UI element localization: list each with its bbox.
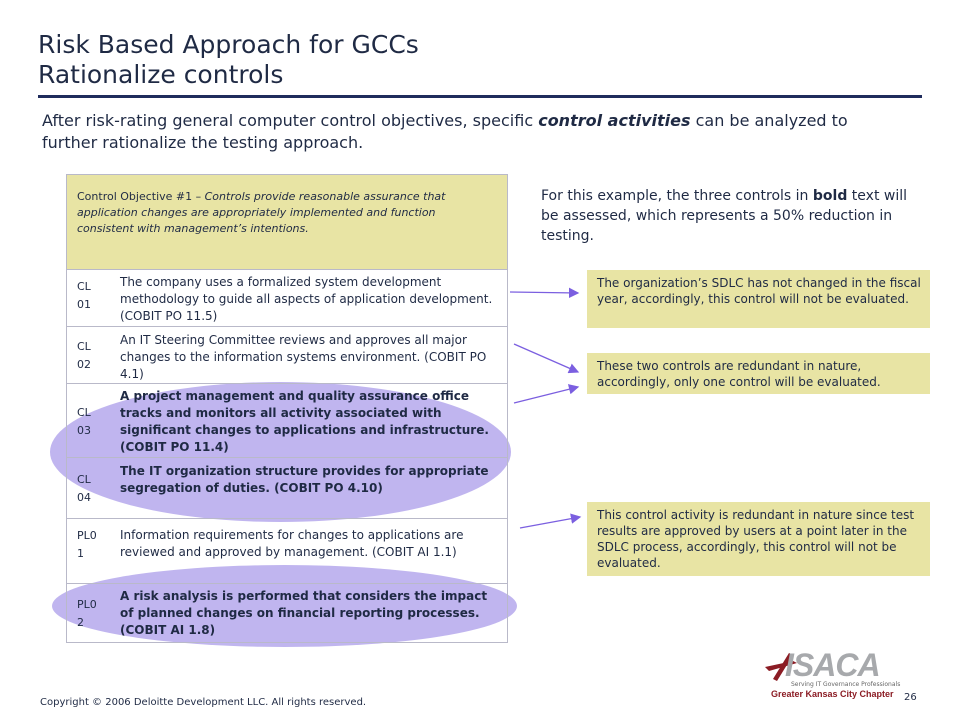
example-text-before: For this example, the three controls in: [541, 188, 813, 204]
example-bold-word: bold: [812, 188, 848, 204]
table-row: [67, 584, 507, 642]
note-sdlc-unchanged: The organization’s SDLC has not changed in the fiscal year, accordingly, this control will not be evaluated.: [587, 270, 930, 328]
intro-paragraph: [42, 110, 902, 154]
intro-text-before: After risk-rating general computer control objectives, specific: [42, 111, 539, 130]
control-description: Information requirements for changes to applications are reviewed and approved by management. (COBIT AI 1.1): [120, 528, 464, 559]
table-row: [67, 327, 507, 384]
table-row: [67, 384, 507, 458]
arrow-cl01-to-note1: [510, 292, 578, 293]
slide-title: [38, 30, 419, 90]
control-code: CL 01: [77, 280, 91, 311]
slide-title-line1: Risk Based Approach for GCCs: [38, 30, 419, 59]
intro-text-after: can be analyzed to further rationalize the testing approach.: [42, 111, 848, 152]
note-redundant-activity: This control activity is redundant in nature since test results are approved by users at a point later in the SDLC process, accordingly, this control will not be evaluated.: [587, 502, 930, 576]
control-description: A risk analysis is performed that considers the impact of planned changes on financial reporting processes. (COBIT AI 1.8): [120, 589, 488, 637]
isaca-wordmark: ISACA: [785, 647, 880, 683]
control-table: [66, 174, 508, 643]
control-code: CL 03: [77, 406, 91, 437]
control-objective-label: Control Objective #1 –: [77, 190, 205, 203]
control-code: PL0 2: [77, 598, 97, 629]
title-divider: [38, 95, 922, 98]
isaca-logo: [763, 647, 903, 707]
note-redundant-controls: These two controls are redundant in nature, accordingly, only one control will be evaluated.: [587, 353, 930, 394]
arrow-pl01-to-note3: [520, 517, 580, 528]
table-row: [67, 458, 507, 519]
page-number: 26: [904, 692, 917, 703]
example-text-after: text will be assessed, which represents a 50% reduction in testing.: [541, 188, 908, 244]
table-row: [67, 519, 507, 584]
control-description: The IT organization structure provides for appropriate segregation of duties. (COBIT PO 4.10): [120, 464, 489, 495]
control-description: The company uses a formalized system development methodology to guide all aspects of application development. (COBIT PO 11.5): [120, 275, 493, 323]
copyright-text: Copyright © 2006 Deloitte Development LLC. All rights reserved.: [40, 697, 367, 708]
isaca-chapter-name: Greater Kansas City Chapter: [771, 689, 894, 699]
control-code: CL 02: [77, 340, 91, 371]
arrow-cl02-to-note2: [514, 344, 578, 372]
slide-title-line2: Rationalize controls: [38, 60, 284, 89]
intro-emphasis: control activities: [538, 111, 691, 130]
control-objective-header: [67, 175, 507, 270]
control-description: A project management and quality assurance office tracks and monitors all activity associated with significant changes to applications and infrastructure. (COBIT PO 11.4): [120, 389, 489, 454]
example-callout: [541, 186, 911, 246]
arrow-cl03-to-note2: [514, 387, 578, 403]
control-code: PL0 1: [77, 529, 97, 560]
table-row: [67, 270, 507, 327]
isaca-tagline: Serving IT Governance Professionals: [791, 681, 901, 688]
control-code: CL 04: [77, 473, 91, 504]
control-description: An IT Steering Committee reviews and approves all major changes to the information systems environment. (COBIT PO 4.1): [120, 333, 487, 381]
control-objective-text: Controls provide reasonable assurance that application changes are appropriately implemented and function consistent with management’s intentions.: [77, 190, 446, 235]
